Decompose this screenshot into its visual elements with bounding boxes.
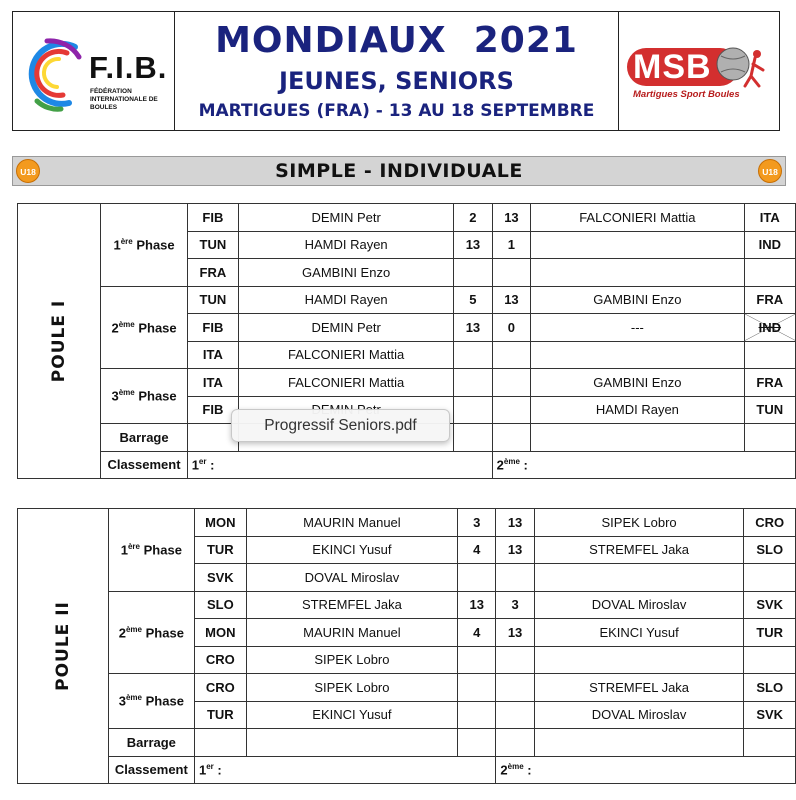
player-name: FALCONIERI Mattia [239, 341, 454, 369]
score: 13 [492, 204, 531, 232]
country-code [744, 341, 795, 369]
country-code: CRO [194, 646, 246, 674]
rank-second: 2ème : [492, 451, 795, 479]
barrage-label: Barrage [101, 424, 187, 452]
player-name: DEMIN Petr [239, 314, 454, 342]
score [492, 341, 531, 369]
player-name: MAURIN Manuel [246, 619, 457, 647]
u18-badge-left: U18 [16, 159, 40, 183]
player-name: HAMDI Rayen [239, 286, 454, 314]
phase-label: 1ère Phase [108, 509, 194, 592]
opponent-name [531, 259, 744, 287]
opponent-name: GAMBINI Enzo [531, 286, 744, 314]
score [496, 701, 534, 729]
empty-cell [531, 424, 744, 452]
poule-label-cell [18, 204, 101, 479]
score: 13 [454, 231, 493, 259]
score: 13 [492, 286, 531, 314]
score [492, 369, 531, 397]
phase-label: 3ème Phase [101, 369, 187, 424]
score: 1 [492, 231, 531, 259]
player-name: STREMFEL Jaka [246, 591, 457, 619]
score [454, 369, 493, 397]
country-code [744, 564, 796, 592]
empty-cell [534, 729, 744, 757]
score [454, 341, 493, 369]
opponent-name [531, 231, 744, 259]
rank-second: 2ème : [496, 756, 796, 784]
opponent-name: FALCONIERI Mattia [531, 204, 744, 232]
empty-cell [458, 729, 496, 757]
table-row [18, 369, 796, 397]
country-code: TUR [194, 701, 246, 729]
empty-cell [246, 729, 457, 757]
country-code: FRA [744, 369, 795, 397]
player-name: DOVAL Miroslav [246, 564, 457, 592]
empty-cell [492, 424, 531, 452]
opponent-name: GAMBINI Enzo [531, 369, 744, 397]
country-code: SVK [194, 564, 246, 592]
event-place-dates: MARTIGUES (FRA) - 13 AU 18 SEPTEMBRE [198, 101, 595, 121]
event-subtitle: JEUNES, SENIORS [279, 67, 514, 95]
msb-logo-letters: MSB [633, 48, 712, 86]
country-code: FRA [744, 286, 795, 314]
country-code: SVK [744, 701, 796, 729]
phase-label: 3ème Phase [108, 674, 194, 729]
country-code: SLO [744, 674, 796, 702]
score [454, 396, 493, 424]
country-code: ITA [187, 369, 238, 397]
score: 2 [454, 204, 493, 232]
msb-logo-caption: Martigues Sport Boules [633, 89, 740, 100]
country-code: MON [194, 619, 246, 647]
score: 13 [496, 509, 534, 537]
u18-badge-right: U18 [758, 159, 782, 183]
category-title: SIMPLE - INDIVIDUALE [275, 160, 523, 182]
empty-cell [194, 729, 246, 757]
score: 3 [496, 591, 534, 619]
empty-cell [454, 424, 493, 452]
player-name: SIPEK Lobro [246, 674, 457, 702]
country-code: FIB [187, 204, 238, 232]
player-name: FALCONIERI Mattia [239, 369, 454, 397]
fib-logo-caption: FÉDÉRATION INTERNATIONALE DE BOULES [90, 88, 158, 111]
score: 13 [496, 536, 534, 564]
filename-tooltip: Progressif Seniors.pdf [231, 409, 450, 442]
opponent-name [534, 564, 744, 592]
country-code: FIB [187, 396, 238, 424]
poule-label: POULE I [49, 299, 70, 383]
table-row [18, 591, 796, 619]
poule-table-2 [17, 508, 796, 784]
score: 13 [458, 591, 496, 619]
country-code: ITA [187, 341, 238, 369]
country-code: FIB [187, 314, 238, 342]
country-code: TUR [744, 619, 796, 647]
opponent-name: DOVAL Miroslav [534, 701, 744, 729]
poule-label-cell [18, 509, 109, 784]
rank-first: 1er : [187, 451, 492, 479]
opponent-name: DOVAL Miroslav [534, 591, 744, 619]
score [496, 564, 534, 592]
score [496, 646, 534, 674]
opponent-name [531, 341, 744, 369]
country-code: SLO [744, 536, 796, 564]
country-code: SVK [744, 591, 796, 619]
opponent-name: STREMFEL Jaka [534, 536, 744, 564]
opponent-name: STREMFEL Jaka [534, 674, 744, 702]
country-code: CRO [194, 674, 246, 702]
table-row [18, 674, 796, 702]
fib-logo-icon [17, 27, 87, 117]
opponent-name: --- [531, 314, 744, 342]
score: 3 [458, 509, 496, 537]
score [492, 396, 531, 424]
opponent-name [534, 646, 744, 674]
player-name: EKINCI Yusuf [246, 536, 457, 564]
table-row [18, 756, 796, 784]
empty-cell [744, 729, 796, 757]
player-name: SIPEK Lobro [246, 646, 457, 674]
table-row [18, 286, 796, 314]
country-code: TUN [187, 231, 238, 259]
fib-logo [13, 12, 175, 130]
event-title: MONDIAUX 2021 [215, 20, 578, 61]
country-code [744, 259, 795, 287]
score: 4 [458, 536, 496, 564]
barrage-label: Barrage [108, 729, 194, 757]
opponent-name: HAMDI Rayen [531, 396, 744, 424]
country-code-crossed-out [744, 314, 795, 342]
score [492, 259, 531, 287]
table-row [18, 451, 796, 479]
table-row [18, 204, 796, 232]
table-row [18, 509, 796, 537]
table-row [18, 729, 796, 757]
player-name: MAURIN Manuel [246, 509, 457, 537]
opponent-name: SIPEK Lobro [534, 509, 744, 537]
player-name: GAMBINI Enzo [239, 259, 454, 287]
score [496, 674, 534, 702]
msb-logo [619, 12, 779, 130]
rank-first: 1er : [194, 756, 495, 784]
document-header [12, 11, 780, 131]
phase-label: 1ère Phase [101, 204, 187, 287]
empty-cell [744, 424, 795, 452]
country-code: IND [744, 231, 795, 259]
score: 5 [454, 286, 493, 314]
classement-label: Classement [101, 451, 187, 479]
country-code: IND [758, 319, 781, 335]
country-code [744, 646, 796, 674]
score [458, 646, 496, 674]
player-name: EKINCI Yusuf [246, 701, 457, 729]
title-block [175, 12, 619, 130]
country-code: ITA [744, 204, 795, 232]
country-code: TUN [744, 396, 795, 424]
country-code: MON [194, 509, 246, 537]
player-name: HAMDI Rayen [239, 231, 454, 259]
country-code: TUR [194, 536, 246, 564]
score: 0 [492, 314, 531, 342]
opponent-name: EKINCI Yusuf [534, 619, 744, 647]
country-code: TUN [187, 286, 238, 314]
score [458, 701, 496, 729]
phase-label: 2ème Phase [108, 591, 194, 674]
score [458, 674, 496, 702]
score: 13 [454, 314, 493, 342]
score [454, 259, 493, 287]
score: 4 [458, 619, 496, 647]
score: 13 [496, 619, 534, 647]
classement-label: Classement [108, 756, 194, 784]
poule-label: POULE II [52, 601, 73, 691]
country-code: SLO [194, 591, 246, 619]
category-bar [12, 156, 786, 186]
player-name: DEMIN Petr [239, 204, 454, 232]
country-code: CRO [744, 509, 796, 537]
country-code: FRA [187, 259, 238, 287]
phase-label: 2ème Phase [101, 286, 187, 369]
fib-logo-letters: F.I.B. [89, 50, 168, 85]
empty-cell [496, 729, 534, 757]
score [458, 564, 496, 592]
